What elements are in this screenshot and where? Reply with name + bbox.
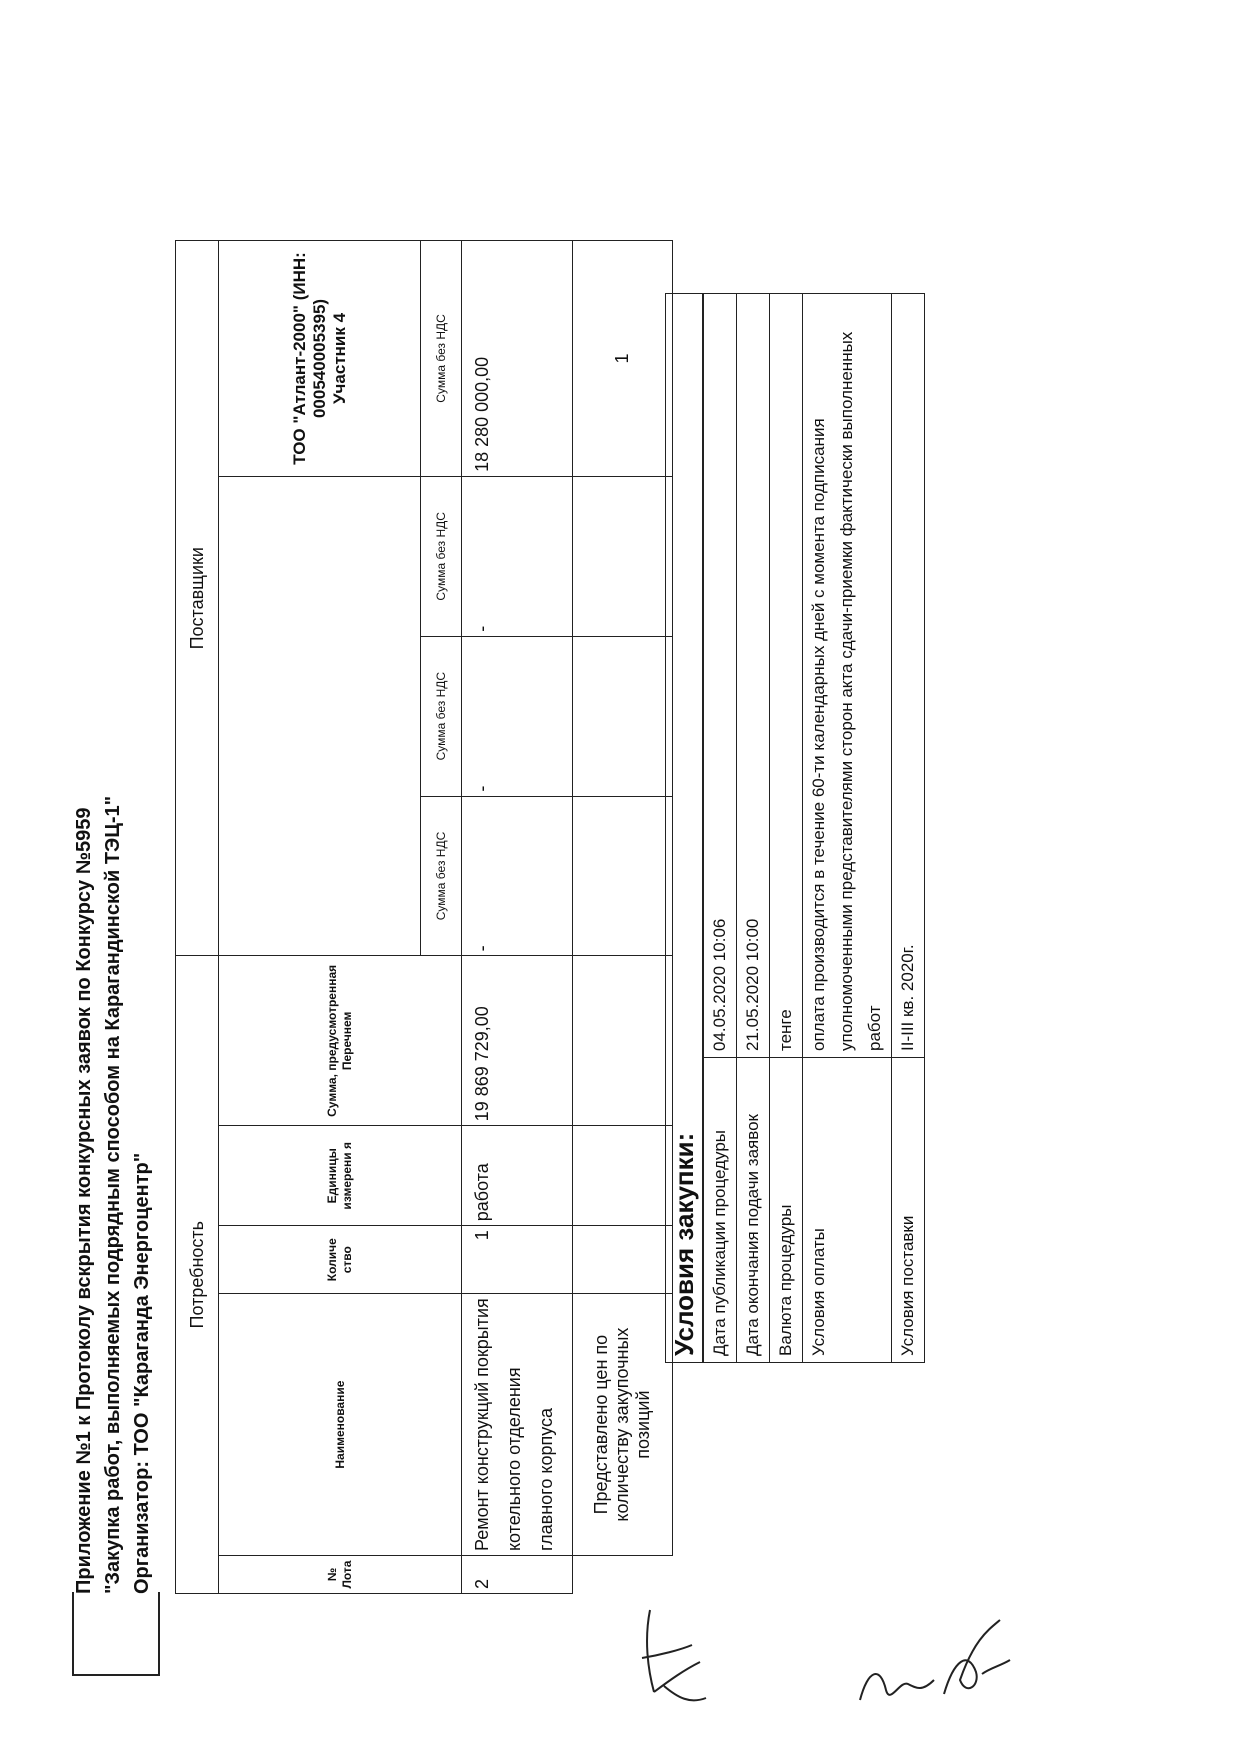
- row-lot: 2: [462, 1556, 573, 1594]
- row-supplier-1: -: [462, 796, 573, 956]
- row-unit: работа: [462, 1126, 573, 1226]
- supplier-4-name: [219, 241, 421, 477]
- presented-row: [573, 241, 673, 1594]
- row-sum: 19 869 729,00: [462, 956, 573, 1126]
- suppliers-header: Поставщики: [176, 241, 219, 956]
- list-item: [803, 294, 892, 1363]
- header-line-3: Организатор: ТОО "Караганда Энергоцентр": [131, 1152, 153, 1594]
- row-name: Ремонт конструкций покрытия котельного отделения главного корпуса: [462, 1294, 573, 1556]
- supplier-3-sum-header: Сумма без НДС: [421, 476, 462, 636]
- cond-label-payment: Условия оплаты: [803, 1058, 892, 1363]
- presented-supplier-1: [573, 796, 673, 956]
- list-item: [737, 294, 770, 1363]
- supplier-4-participant: Участник 4: [329, 312, 349, 405]
- list-item: [892, 294, 925, 1363]
- col-sum: Сумма, предусмотренная Перечнем: [219, 956, 462, 1126]
- supplier-2-sum-header: Сумма без НДС: [421, 636, 462, 796]
- presented-supplier-3: [573, 476, 673, 636]
- signature-2: [850, 1610, 1020, 1720]
- table-row: [462, 241, 573, 1594]
- cond-label-currency: Валюта процедуры: [770, 1058, 803, 1363]
- presented-unit: [573, 1126, 673, 1226]
- row-supplier-4: 18 280 000,00: [462, 241, 573, 477]
- supplier-1-sum-header: Сумма без НДС: [421, 796, 462, 956]
- header-bracket: [72, 1592, 160, 1676]
- presented-spacer: [573, 1556, 673, 1594]
- presented-qty: [573, 1226, 673, 1294]
- presented-supplier-4: 1: [573, 241, 673, 477]
- list-item: [703, 294, 737, 1363]
- cond-value-payment: оплата производится в течение 60-ти календарных дней с момента подписания уполномоченными представителями сторон акта сдачи-приемки фактически выполненных работ: [803, 294, 892, 1058]
- document-header: [70, 94, 157, 1594]
- list-item: [770, 294, 803, 1363]
- header-line-2: "Закупка работ, выполняемых подрядным способом на Карагандинской ТЭЦ-1": [102, 795, 124, 1594]
- supplier-4-sum-header: Сумма без НДС: [421, 241, 462, 477]
- col-lot: № Лота: [219, 1556, 462, 1594]
- row-supplier-2: -: [462, 636, 573, 796]
- signature-1: [620, 1600, 720, 1720]
- conditions-title: Условия закупки:: [666, 294, 704, 1363]
- cond-label-deadline: Дата окончания подачи заявок: [737, 1058, 770, 1363]
- presented-supplier-2: [573, 636, 673, 796]
- need-header: Потребность: [176, 956, 219, 1594]
- col-unit: Единицы измерени я: [219, 1126, 462, 1226]
- col-qty: Количе ство: [219, 1226, 462, 1294]
- supplier-4-company: ТОО "Атлант-2000" (ИНН: 000540005395): [289, 252, 329, 465]
- presented-sum: [573, 956, 673, 1126]
- presented-label: Представлено цен по количеству закупочных позиций: [573, 1294, 673, 1556]
- cond-label-delivery: Условия поставки: [892, 1058, 925, 1363]
- cond-value-deadline: 21.05.2020 10:00: [737, 294, 770, 1058]
- col-name: Наименование: [219, 1294, 462, 1556]
- conditions-table: [665, 293, 925, 1363]
- cond-value-pub: 04.05.2020 10:06: [703, 294, 737, 1058]
- header-line-1: Приложение №1 к Протоколу вскрытия конкурсных заявок по Конкурсу №5959: [73, 807, 95, 1594]
- cond-value-delivery: II-III кв. 2020г.: [892, 294, 925, 1058]
- row-qty: 1: [462, 1226, 573, 1294]
- bids-table: [175, 240, 673, 1594]
- row-supplier-3: -: [462, 476, 573, 636]
- suppliers-blank: [219, 476, 421, 955]
- cond-value-currency: тенге: [770, 294, 803, 1058]
- cond-label-pub: Дата публикации процедуры: [703, 1058, 737, 1363]
